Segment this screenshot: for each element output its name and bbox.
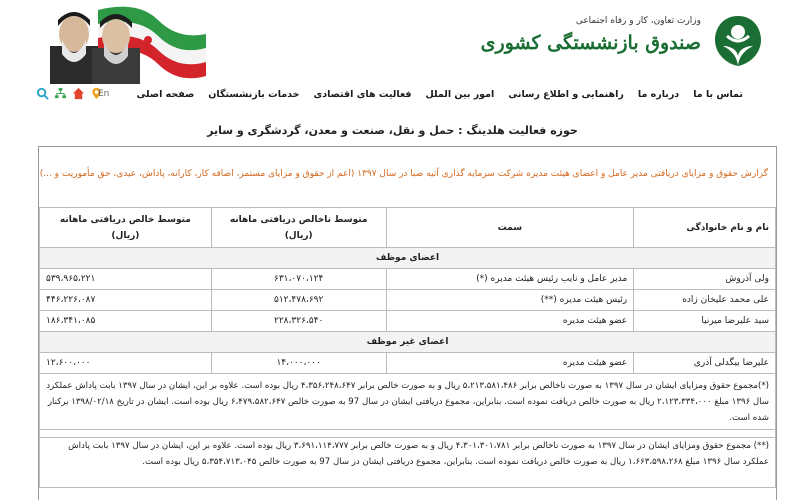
footnote-gap — [40, 430, 776, 438]
org-name: صندوق بازنشستگی کشوری — [480, 32, 701, 54]
table-header-row — [40, 208, 776, 248]
nav-item-home[interactable]: صفحه اصلی — [136, 89, 195, 100]
nav-item-retiree-services[interactable]: خدمات بازنشستگان — [208, 89, 300, 100]
group-label-nonemployed: اعضای غیر موظف — [40, 332, 776, 353]
cell-position: رئیس هیئت مدیره (**) — [386, 290, 634, 311]
cell-name: علی محمد علیخان زاده — [634, 290, 776, 311]
group-row-nonemployed — [40, 332, 776, 353]
footnote-1: (*)مجموع حقوق ومزایای ایشان در سال ۱۳۹۷ به صورت ناخالص برابر ۵،۲۱۳،۵۸۱،۴۸۶ ریال و به صورت خالص برابر ۴،۳۵۶،۲۴۸،۶۴۷ ریال بوده است. علاوه بر این، ایشان در سال ۱۳۹۷ بابت پاداش عملکرد سال ۱۳۹۶ مبلغ ۲،۱۲۳،۳۳۴،۰۰۰ ریال به صورت خالص دریافت نموده است. بنابراین، مجموع دریافتی ایشان در سال 97 به صورت خالص ۶،۴۷۹،۵۸۲،۶۴۷ ریال بوده است. ایشان در تاریخ ۱۳۹۸/۰۲/۱۸ برکنار شده است. — [40, 374, 776, 430]
cell-position: مدیر عامل و نایب رئیس هیئت مدیره (*) — [386, 269, 634, 290]
cell-net: ۴۴۶،۲۲۶،۰۸۷ — [40, 290, 212, 311]
col-header-net-line1: متوسط خالص دریافتی ماهانه — [59, 214, 191, 225]
cell-net: ۱۲،۶۰۰،۰۰۰ — [40, 353, 212, 374]
col-header-net-line2: (ریال) — [111, 230, 140, 241]
cell-position: عضو هیئت مدیره — [386, 353, 634, 374]
nav-item-guidance[interactable]: راهنمایی و اطلاع رسانی — [508, 89, 624, 100]
table-row — [40, 290, 776, 311]
sitemap-icon[interactable] — [54, 87, 67, 100]
cell-net: ۵۳۹،۹۶۵،۲۲۱ — [40, 269, 212, 290]
cell-gross: ۲۲۸،۳۲۶،۵۴۰ — [211, 311, 386, 332]
cell-name: سید علیرضا میرنیا — [634, 311, 776, 332]
col-header-name: نام و نام خانوادگی — [634, 208, 776, 248]
footnote-row-2 — [40, 438, 776, 488]
search-icon[interactable] — [36, 87, 49, 100]
nav-menu — [136, 89, 743, 100]
col-header-gross-line1: متوسط ناخالص دریافتی ماهانه — [229, 214, 368, 225]
portrait-left-image — [50, 6, 98, 84]
cell-name: علیرضا بیگدلی آذری — [634, 353, 776, 374]
cell-gross: ۱۴،۰۰۰،۰۰۰ — [211, 353, 386, 374]
nav-item-economic-activities[interactable]: فعالیت های اقتصادی — [313, 89, 412, 100]
nav-item-contact[interactable]: تماس با ما — [693, 89, 743, 100]
portrait-right-image — [92, 6, 140, 84]
group-row-employed — [40, 248, 776, 269]
group-label-employed: اعضای موظف — [40, 248, 776, 269]
site-logo[interactable] — [480, 6, 775, 78]
main-nav — [0, 84, 785, 106]
salary-table — [39, 207, 776, 488]
logo-emblem-icon — [707, 10, 769, 72]
col-header-gross-line2: (ریال) — [284, 230, 313, 241]
nav-tools — [36, 87, 103, 100]
footnote-gap-row — [40, 430, 776, 438]
cell-position: عضو هیئت مدیره — [386, 311, 634, 332]
cell-name: ولی آذروش — [634, 269, 776, 290]
col-header-net — [40, 208, 212, 248]
cell-gross: ۶۳۱،۰۷۰،۱۲۴ — [211, 269, 386, 290]
home-icon[interactable] — [72, 87, 85, 100]
nav-item-about[interactable]: درباره ما — [637, 89, 680, 100]
report-description: گزارش حقوق و مزایای دریافتی مدیر عامل و اعضای هیئت مدیره شرکت سرمایه گذاری آتیه صبا در سال ۱۳۹۷ (اعم از حقوق و مزایای مستمر، اضافه کار، کارانه، پاداش، عیدی، حق مأموریت و ...) — [39, 169, 768, 179]
col-header-position: سمت — [386, 208, 634, 248]
cell-net: ۱۸۶،۳۴۱،۰۸۵ — [40, 311, 212, 332]
language-switch[interactable]: En — [98, 89, 110, 99]
footnote-2: (**) مجموع حقوق ومزایای ایشان در سال ۱۳۹۷ به صورت ناخالص برابر ۴،۳۰۱،۳۰۱،۷۸۱ ریال و به صورت خالص برابر ۳،۶۹۱،۱۱۴،۷۷۷ ریال بوده است. علاوه بر این، ایشان در سال ۱۳۹۷ بابت پاداش عملکرد سال ۱۳۹۶ مبلغ ۱،۶۶۳،۵۹۸،۲۶۸ ریال به صورت خالص دریافت نموده است. بنابراین، مجموع دریافتی ایشان در سال 97 به صورت خالص ۵،۳۵۴،۷۱۳،۰۴۵ ریال بوده است. — [40, 438, 776, 488]
footnote-row-1 — [40, 374, 776, 430]
col-header-gross — [211, 208, 386, 248]
report-box — [38, 146, 777, 500]
header-banner — [48, 0, 208, 84]
table-row — [40, 311, 776, 332]
cell-gross: ۵۱۲،۴۷۸،۶۹۲ — [211, 290, 386, 311]
ministry-label: وزارت تعاون، کار و رفاه اجتماعی — [575, 16, 701, 26]
site-header — [0, 0, 785, 84]
table-row — [40, 269, 776, 290]
nav-item-international[interactable]: امور بین الملل — [425, 89, 495, 100]
page-title: حوزه فعالیت هلدینگ : حمل و نقل، صنعت و معدن، گردشگری و سایر — [207, 124, 578, 137]
table-row — [40, 353, 776, 374]
